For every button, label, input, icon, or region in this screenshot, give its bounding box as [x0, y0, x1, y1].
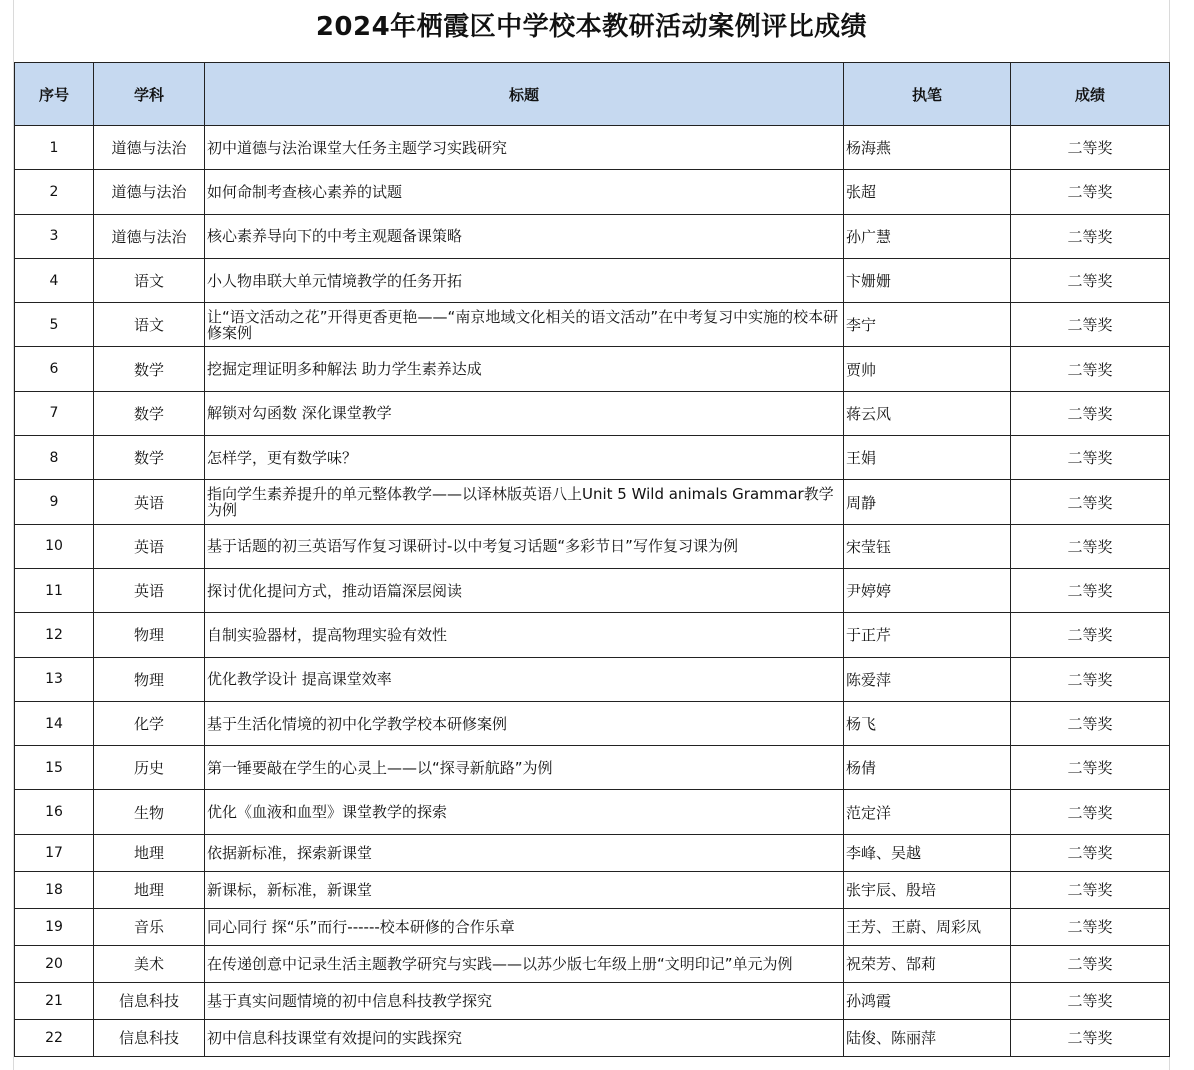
table-row	[15, 347, 1170, 391]
scores-table	[14, 62, 1170, 1057]
table-row	[15, 303, 1170, 347]
cell-subject: 数学	[94, 347, 205, 391]
cell-grade: 二等奖	[1011, 613, 1170, 657]
cell-number: 20	[15, 945, 94, 982]
cell-grade: 二等奖	[1011, 568, 1170, 612]
table-row	[15, 908, 1170, 945]
cell-subject: 生物	[94, 790, 205, 834]
table-row	[15, 657, 1170, 701]
cell-grade: 二等奖	[1011, 908, 1170, 945]
cell-subject: 音乐	[94, 908, 205, 945]
table-row	[15, 834, 1170, 871]
cell-grade: 二等奖	[1011, 871, 1170, 908]
cell-grade: 二等奖	[1011, 790, 1170, 834]
cell-number: 12	[15, 613, 94, 657]
table-row	[15, 613, 1170, 657]
cell-title: 在传递创意中记录生活主题教学研究与实践——以苏少版七年级上册“文明印记”单元为例	[205, 945, 844, 982]
cell-subject: 英语	[94, 524, 205, 568]
cell-number: 13	[15, 657, 94, 701]
cell-number: 4	[15, 258, 94, 302]
cell-author: 李峰、吴越	[844, 834, 1011, 871]
cell-grade: 二等奖	[1011, 258, 1170, 302]
column-header-number: 序号	[15, 63, 94, 126]
cell-grade: 二等奖	[1011, 480, 1170, 524]
cell-author: 杨飞	[844, 701, 1011, 745]
cell-number: 16	[15, 790, 94, 834]
cell-title: 如何命制考查核心素养的试题	[205, 170, 844, 214]
cell-title: 基于话题的初三英语写作复习课研讨-以中考复习话题“多彩节日”写作复习课为例	[205, 524, 844, 568]
cell-title: 初中信息科技课堂有效提问的实践探究	[205, 1019, 844, 1056]
cell-subject: 化学	[94, 701, 205, 745]
cell-number: 11	[15, 568, 94, 612]
cell-number: 21	[15, 982, 94, 1019]
table-row	[15, 480, 1170, 524]
table-row	[15, 701, 1170, 745]
cell-author: 王芳、王蔚、周彩凤	[844, 908, 1011, 945]
cell-author: 张宇辰、殷培	[844, 871, 1011, 908]
table-row	[15, 214, 1170, 258]
cell-author: 贾帅	[844, 347, 1011, 391]
cell-title: 解锁对勾函数 深化课堂教学	[205, 391, 844, 435]
cell-number: 15	[15, 746, 94, 790]
cell-grade: 二等奖	[1011, 982, 1170, 1019]
table-body	[15, 126, 1170, 1057]
table-row	[15, 871, 1170, 908]
cell-number: 18	[15, 871, 94, 908]
column-header-author: 执笔	[844, 63, 1011, 126]
cell-subject: 历史	[94, 746, 205, 790]
cell-author: 范定洋	[844, 790, 1011, 834]
cell-subject: 数学	[94, 436, 205, 480]
cell-title: 挖掘定理证明多种解法 助力学生素养达成	[205, 347, 844, 391]
cell-title: 依据新标准，探索新课堂	[205, 834, 844, 871]
cell-number: 3	[15, 214, 94, 258]
cell-title: 自制实验器材，提高物理实验有效性	[205, 613, 844, 657]
cell-subject: 数学	[94, 391, 205, 435]
cell-grade: 二等奖	[1011, 391, 1170, 435]
cell-author: 陆俊、陈丽萍	[844, 1019, 1011, 1056]
cell-subject: 地理	[94, 834, 205, 871]
cell-title: 核心素养导向下的中考主观题备课策略	[205, 214, 844, 258]
cell-author: 祝荣芳、郜莉	[844, 945, 1011, 982]
cell-grade: 二等奖	[1011, 126, 1170, 170]
cell-grade: 二等奖	[1011, 347, 1170, 391]
cell-subject: 语文	[94, 303, 205, 347]
cell-subject: 道德与法治	[94, 126, 205, 170]
cell-title: 让“语文活动之花”开得更香更艳——“南京地域文化相关的语文活动”在中考复习中实施的校本研修案例	[205, 303, 844, 347]
cell-grade: 二等奖	[1011, 436, 1170, 480]
table-row	[15, 945, 1170, 982]
cell-subject: 英语	[94, 568, 205, 612]
cell-subject: 道德与法治	[94, 214, 205, 258]
table-row	[15, 982, 1170, 1019]
cell-subject: 道德与法治	[94, 170, 205, 214]
table-row	[15, 568, 1170, 612]
cell-number: 1	[15, 126, 94, 170]
cell-number: 6	[15, 347, 94, 391]
cell-grade: 二等奖	[1011, 1019, 1170, 1056]
cell-subject: 物理	[94, 657, 205, 701]
cell-grade: 二等奖	[1011, 746, 1170, 790]
table-row	[15, 436, 1170, 480]
table-row	[15, 746, 1170, 790]
table-row	[15, 170, 1170, 214]
table-row	[15, 126, 1170, 170]
cell-subject: 地理	[94, 871, 205, 908]
cell-author: 于正芹	[844, 613, 1011, 657]
cell-author: 卞姗姗	[844, 258, 1011, 302]
cell-grade: 二等奖	[1011, 657, 1170, 701]
cell-number: 22	[15, 1019, 94, 1056]
cell-author: 李宁	[844, 303, 1011, 347]
cell-grade: 二等奖	[1011, 834, 1170, 871]
cell-title: 基于生活化情境的初中化学教学校本研修案例	[205, 701, 844, 745]
cell-grade: 二等奖	[1011, 701, 1170, 745]
cell-author: 周静	[844, 480, 1011, 524]
cell-title: 指向学生素养提升的单元整体教学——以译林版英语八上Unit 5 Wild animals Grammar教学为例	[205, 480, 844, 524]
cell-subject: 信息科技	[94, 982, 205, 1019]
cell-subject: 语文	[94, 258, 205, 302]
cell-subject: 英语	[94, 480, 205, 524]
cell-number: 8	[15, 436, 94, 480]
column-header-subject: 学科	[94, 63, 205, 126]
cell-title: 优化《血液和血型》课堂教学的探索	[205, 790, 844, 834]
cell-title: 同心同行 探“乐”而行------校本研修的合作乐章	[205, 908, 844, 945]
cell-number: 7	[15, 391, 94, 435]
cell-author: 张超	[844, 170, 1011, 214]
cell-subject: 物理	[94, 613, 205, 657]
cell-grade: 二等奖	[1011, 524, 1170, 568]
cell-author: 宋莹钰	[844, 524, 1011, 568]
column-header-title: 标题	[205, 63, 844, 126]
cell-title: 初中道德与法治课堂大任务主题学习实践研究	[205, 126, 844, 170]
cell-author: 杨海燕	[844, 126, 1011, 170]
cell-author: 陈爱萍	[844, 657, 1011, 701]
cell-title: 怎样学，更有数学味？	[205, 436, 844, 480]
table-row	[15, 790, 1170, 834]
cell-grade: 二等奖	[1011, 945, 1170, 982]
cell-grade: 二等奖	[1011, 170, 1170, 214]
cell-title: 优化教学设计 提高课堂效率	[205, 657, 844, 701]
cell-author: 孙鸿霞	[844, 982, 1011, 1019]
table-row	[15, 391, 1170, 435]
cell-author: 杨倩	[844, 746, 1011, 790]
cell-author: 蒋云风	[844, 391, 1011, 435]
cell-number: 19	[15, 908, 94, 945]
cell-subject: 美术	[94, 945, 205, 982]
cell-grade: 二等奖	[1011, 214, 1170, 258]
table-header-row	[15, 63, 1170, 126]
cell-title: 探讨优化提问方式，推动语篇深层阅读	[205, 568, 844, 612]
cell-number: 9	[15, 480, 94, 524]
column-header-grade: 成绩	[1011, 63, 1170, 126]
cell-title: 基于真实问题情境的初中信息科技教学探究	[205, 982, 844, 1019]
cell-title: 新课标，新标准，新课堂	[205, 871, 844, 908]
cell-grade: 二等奖	[1011, 303, 1170, 347]
cell-number: 17	[15, 834, 94, 871]
cell-number: 10	[15, 524, 94, 568]
cell-number: 2	[15, 170, 94, 214]
page-title: 2024年栖霞区中学校本教研活动案例评比成绩	[315, 12, 868, 42]
cell-subject: 信息科技	[94, 1019, 205, 1056]
cell-title: 第一锤要敲在学生的心灵上——以“探寻新航路”为例	[205, 746, 844, 790]
cell-author: 尹婷婷	[844, 568, 1011, 612]
cell-author: 孙广慧	[844, 214, 1011, 258]
table-row	[15, 1019, 1170, 1056]
cell-author: 王娟	[844, 436, 1011, 480]
cell-number: 14	[15, 701, 94, 745]
table-row	[15, 258, 1170, 302]
cell-title: 小人物串联大单元情境教学的任务开拓	[205, 258, 844, 302]
table-row	[15, 524, 1170, 568]
cell-number: 5	[15, 303, 94, 347]
